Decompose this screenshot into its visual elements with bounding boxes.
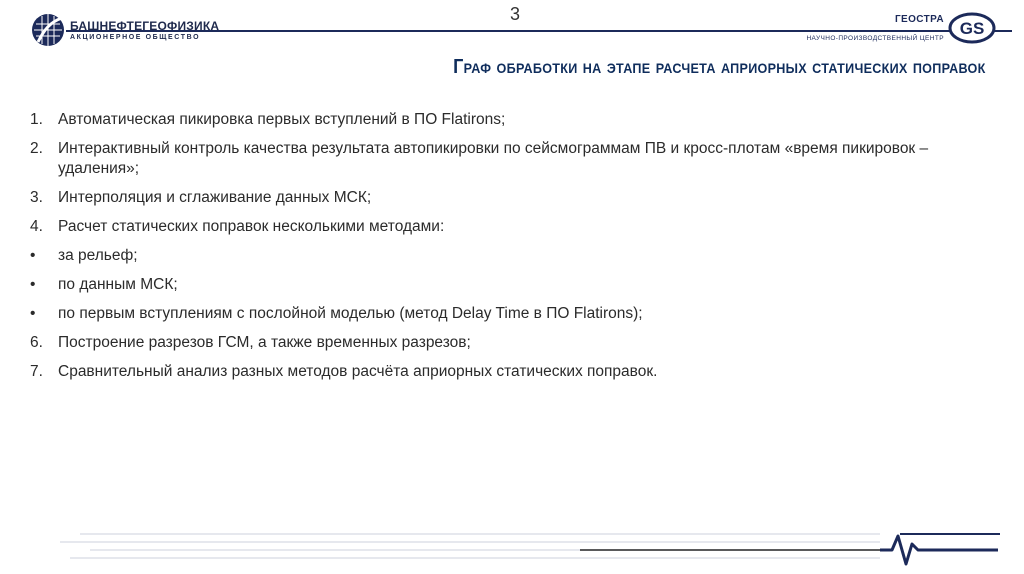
item-marker: • <box>30 305 36 322</box>
item-marker: 3. <box>30 189 43 206</box>
item-marker: • <box>30 247 36 264</box>
partner-logo <box>806 12 996 44</box>
item-text: по первым вступлениям с послойной моделью (метод Delay Time в ПО Flatirons); <box>58 305 643 322</box>
company-name: БАШНЕФТЕГЕОФИЗИКА <box>70 18 220 33</box>
list-item <box>30 246 994 266</box>
list-item <box>30 275 994 295</box>
list-item <box>30 304 994 324</box>
item-text: Построение разрезов ГСМ, а также временных разрезов; <box>58 334 471 351</box>
item-text: Расчет статических поправок несколькими методами: <box>58 218 445 235</box>
list-item <box>30 110 994 130</box>
gs-emblem-icon <box>948 12 996 44</box>
partner-tagline: НАУЧНО-ПРОИЗВОДСТВЕННЫЙ ЦЕНТР <box>806 35 944 42</box>
slide-title: Граф обработки на этапе расчета априорных статических поправок <box>453 56 986 78</box>
item-marker: 4. <box>30 218 43 235</box>
item-marker: • <box>30 276 36 293</box>
company-subtitle: АКЦИОНЕРНОЕ ОБЩЕСТВО <box>70 33 201 41</box>
item-text: Интерактивный контроль качества результата автопикировки по сейсмограммам ПВ и кросс-плотам «время пикировок – удаления»; <box>58 140 929 177</box>
item-marker: 2. <box>30 140 43 157</box>
steps-list <box>30 110 994 391</box>
item-marker: 6. <box>30 334 43 351</box>
item-marker: 7. <box>30 363 43 380</box>
gs-emblem-text: GS <box>959 19 985 38</box>
item-text: Интерполяция и сглаживание данных МСК; <box>58 189 372 206</box>
item-text: за рельеф; <box>58 247 138 264</box>
partner-brand: ГЕОСТРА <box>894 14 944 25</box>
list-item <box>30 188 994 208</box>
item-text: Автоматическая пикировка первых вступлений в ПО Flatirons; <box>58 111 506 128</box>
footer-decoration <box>0 514 1024 574</box>
list-item <box>30 217 994 237</box>
globe-grid-icon <box>30 12 66 48</box>
list-item <box>30 139 994 179</box>
page-number: 3 <box>510 4 521 24</box>
item-marker: 1. <box>30 111 43 128</box>
list-item <box>30 362 994 382</box>
item-text: по данным МСК; <box>58 276 178 293</box>
list-item <box>30 333 994 353</box>
item-text: Сравнительный анализ разных методов расчёта априорных статических поправок. <box>58 363 658 380</box>
